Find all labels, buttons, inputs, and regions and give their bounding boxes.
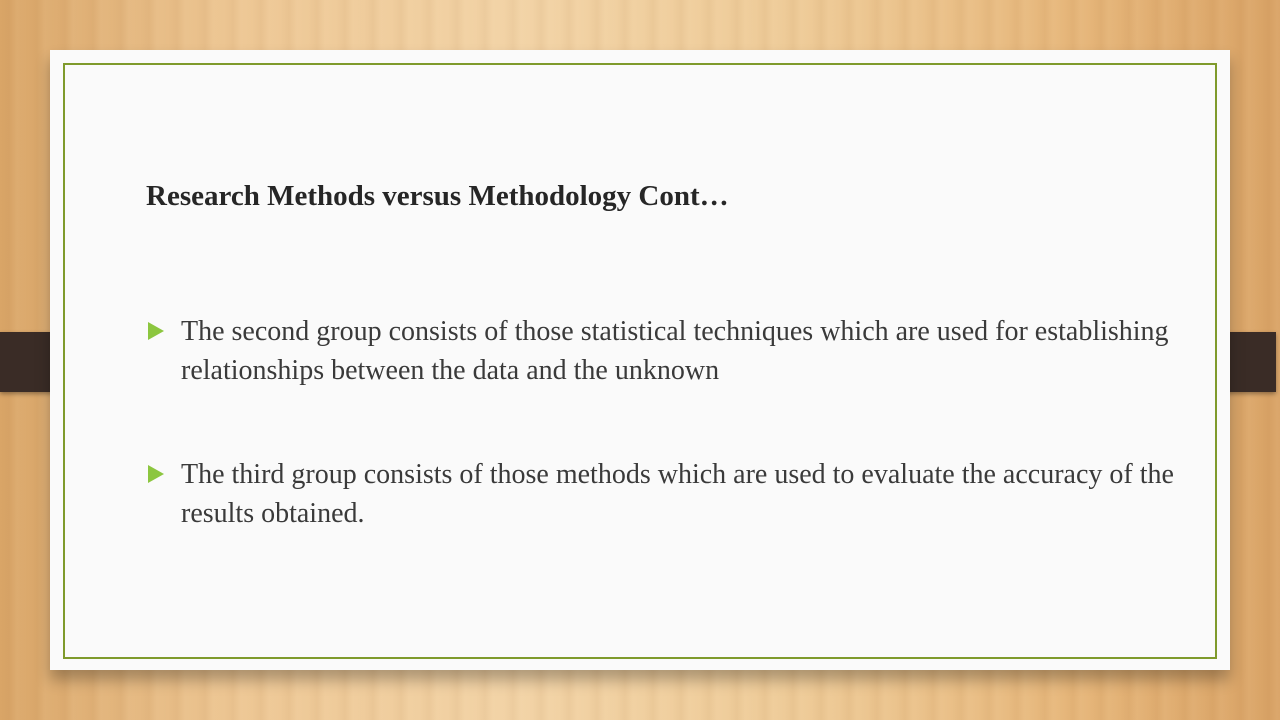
triangle-bullet-icon: [148, 322, 164, 340]
bullet-list: [146, 312, 1186, 598]
bullet-item: [146, 312, 1186, 390]
slide-card: [50, 50, 1230, 670]
bullet-text: The third group consists of those methods which are used to evaluate the accuracy of the results obtained.: [181, 459, 1174, 529]
bullet-text: The second group consists of those statistical techniques which are used for establishing relationships between the data and the unknown: [181, 316, 1169, 386]
triangle-bullet-icon: [148, 465, 164, 483]
slide-title: Research Methods versus Methodology Cont…: [146, 180, 729, 212]
bullet-item: [146, 455, 1186, 533]
